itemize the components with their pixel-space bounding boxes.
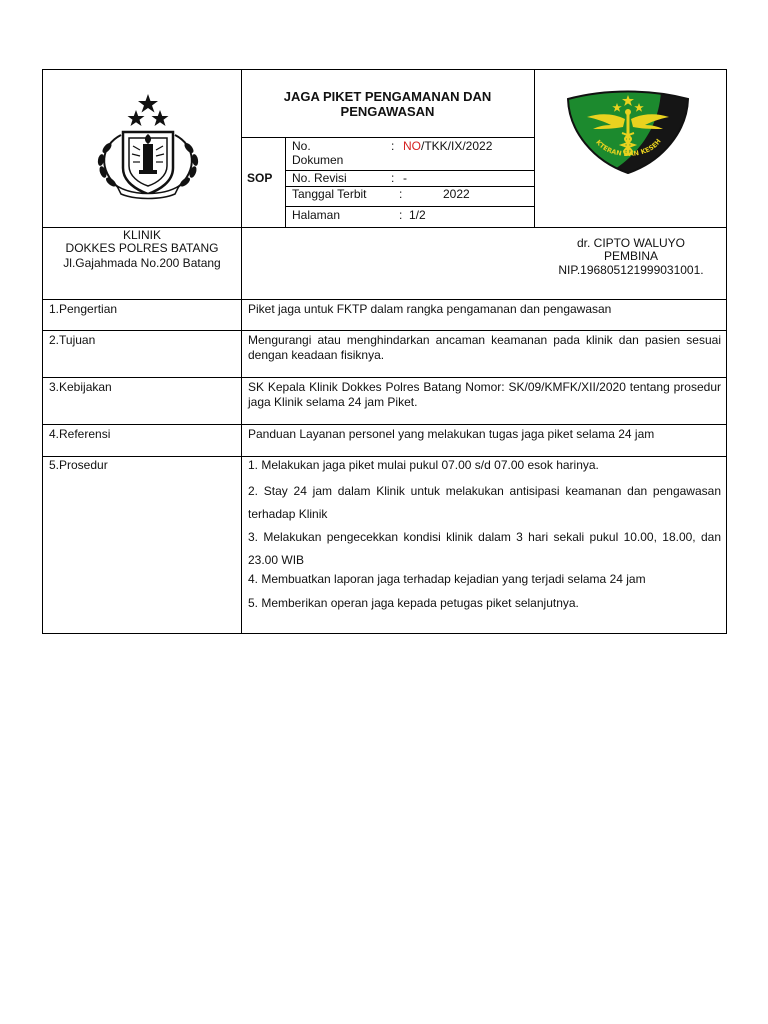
section-label-prosedur: 5.Prosedur <box>49 458 108 472</box>
field-value-prefix: NO <box>403 139 421 153</box>
prosedur-step: 3. Melakukan pengecekkan kondisi klinik dalam 3 hari sekali pukul 10.00, 18.00, dan 23.00 WIB <box>248 530 721 567</box>
sop-label: SOP <box>247 171 273 185</box>
signatory-rank: PEMBINA <box>603 249 658 263</box>
prosedur-step: 1. Melakukan jaga piket mulai pukul 07.00 s/d 07.00 esok harinya. <box>248 458 599 472</box>
dokkes-shield-icon <box>565 89 691 175</box>
prosedur-step: 4. Membuatkan laporan jaga terhadap kejadian yang terjadi selama 24 jam <box>248 572 646 586</box>
section-label-referensi: 4.Referensi <box>49 427 111 441</box>
field-value-tanggal-terbit: 2022 <box>443 187 470 201</box>
row-line-5 <box>43 456 727 457</box>
sop-divider <box>285 137 286 227</box>
sop-document <box>42 69 727 634</box>
col-divider-left <box>241 70 242 634</box>
field-value-halaman: 1/2 <box>409 208 426 222</box>
field-label-no-revisi: No. Revisi <box>292 171 347 185</box>
section-text-tujuan: Mengurangi atau menghindarkan ancaman keamanan pada klinik dan pasien sesuai dengan keadaan fisiknya. <box>248 333 721 362</box>
clinic-name-line2: DOKKES POLRES BATANG <box>65 241 219 255</box>
field-sep-3: : <box>399 187 403 201</box>
signatory-nip: NIP.196805121999031001. <box>558 263 704 277</box>
field-value-no-revisi: - <box>403 171 407 185</box>
section-text-referensi: Panduan Layanan personel yang melakukan tugas jaga piket selama 24 jam <box>248 427 655 441</box>
field-value-no-dokumen <box>403 139 492 153</box>
section-label-tujuan: 2.Tujuan <box>49 333 96 347</box>
row-line-1 <box>43 299 727 300</box>
document-title: JAGA PIKET PENGAMANAN DAN PENGAWASAN <box>283 89 492 119</box>
field-sep-1: : <box>391 139 395 153</box>
dokkes-logo-text: KTERAN DAN KESEH <box>594 137 663 159</box>
row-line-3 <box>43 377 727 378</box>
clinic-name-line1: KLINIK <box>122 228 161 242</box>
field-sep-4: : <box>399 208 403 222</box>
signatory-name: dr. CIPTO WALUYO <box>576 236 686 250</box>
field-label-no-dokumen: No. Dokumen <box>292 139 344 167</box>
field-label-halaman: Halaman <box>292 208 341 222</box>
field-line-3 <box>285 206 535 207</box>
section-label-pengertian: 1.Pengertian <box>49 302 118 316</box>
title-bottom-line <box>241 137 535 138</box>
section-label-kebijakan: 3.Kebijakan <box>49 380 112 394</box>
section-text-kebijakan: SK Kepala Klinik Dokkes Polres Batang Nomor: SK/09/KMFK/XII/2020 tentang prosedur jaga Klinik selama 24 jam Piket. <box>248 380 721 409</box>
section-text-pengertian: Piket jaga untuk FKTP dalam rangka pengamanan dan pengawasan <box>248 302 612 316</box>
clinic-address: Jl.Gajahmada No.200 Batang <box>63 256 221 270</box>
dokkes-logo <box>565 89 691 175</box>
police-emblem-icon <box>83 90 213 202</box>
field-value-rest: /TKK/IX/2022 <box>421 139 493 153</box>
police-emblem-logo <box>83 90 213 202</box>
field-sep-2: : <box>391 171 395 185</box>
col-divider-right <box>534 70 535 228</box>
field-label-tanggal-terbit: Tanggal Terbit <box>292 187 367 201</box>
prosedur-step: 2. Stay 24 jam dalam Klinik untuk melakukan antisipasi keamanan dan pengawasan terhadap Klinik <box>248 484 721 521</box>
prosedur-step: 5. Memberikan operan jaga kepada petugas piket selanjutnya. <box>248 596 579 610</box>
row-line-4 <box>43 424 727 425</box>
row-line-2 <box>43 330 727 331</box>
